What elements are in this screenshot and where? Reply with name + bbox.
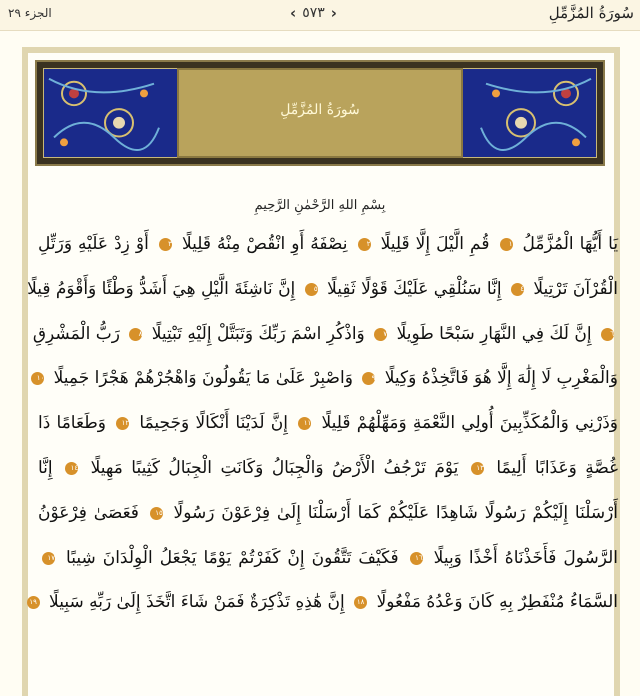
verse-text: إِنَّ هَٰذِهِ تَذْكِرَةٌ فَمَنْ شَاءَ اتَّخَذَ إِلَىٰ رَبِّهِ سَبِيلًا — [49, 592, 345, 613]
verse-text: إِنَّ نَاشِئَةَ الَّيْلِ هِيَ أَشَدُّ وَطْئًا وَأَقْوَمُ قِيلًا — [27, 278, 296, 299]
verse-text: نِصْفَهُ أَوِ انْقُصْ مِنْهُ قَلِيلًا — [181, 234, 348, 254]
verse-text: وَذَرْنِي وَالْمُكَذِّبِينَ أُولِي النَّعْمَةِ وَمَهِّلْهُمْ قَلِيلًا — [321, 413, 618, 434]
verse-line — [29, 580, 618, 625]
ayah-number-marker: ١٥ — [150, 507, 163, 520]
verse-line — [38, 446, 618, 491]
page-navigator — [290, 4, 337, 22]
verse-line — [38, 222, 618, 267]
ayah-number-marker: ١٧ — [42, 552, 55, 565]
verse-text: إِنَّا — [38, 457, 53, 478]
verse-line — [32, 312, 618, 357]
verse-text: يَا أَيُّهَا الْمُزَّمِّلُ — [522, 234, 619, 254]
ayah-number-marker: ١ — [500, 238, 513, 251]
verse-text: السَّمَاءُ مُنْفَطِرٌ بِهِ كَانَ وَعْدُهُ مَفْعُولًا — [376, 592, 618, 613]
ayah-number-marker: ١١ — [298, 417, 311, 430]
verse-text: الرَّسُولَ فَأَخَذْنَاهُ أَخْذًا وَبِيلًا — [433, 547, 619, 568]
verse-text: أَوْ زِدْ عَلَيْهِ وَرَتِّلِ — [38, 234, 149, 254]
ayah-number-marker: ١٠ — [31, 372, 44, 385]
verse-text: إِنَّا سَنُلْقِي عَلَيْكَ قَوْلًا ثَقِيلًا — [327, 278, 502, 299]
ayah-number-marker: ٩ — [362, 372, 375, 385]
verse-text: وَطَعَامًا ذَا — [38, 413, 106, 434]
verse-text: وَاصْبِرْ عَلَىٰ مَا يَقُولُونَ وَاهْجُرْهُمْ هَجْرًا جَمِيلًا — [53, 368, 353, 389]
ayah-number-marker: ٧ — [374, 328, 387, 341]
ayah-number-marker: ١٦ — [410, 552, 423, 565]
verse-text: يَوْمَ تَرْجُفُ الْأَرْضُ وَالْجِبَالُ وَكَانَتِ الْجِبَالُ كَثِيبًا مَهِيلًا — [90, 457, 459, 478]
verse-lines — [27, 222, 619, 625]
verse-text: الْقُرْآنَ تَرْتِيلًا — [533, 278, 618, 299]
surah-banner — [35, 60, 605, 166]
page-number: ٥٧٣ — [302, 5, 325, 21]
ayah-number-marker: ٨ — [129, 328, 142, 341]
verse-line — [38, 536, 618, 581]
ayah-number-marker: ١٩ — [27, 596, 40, 609]
verse-text: فَكَيْفَ تَتَّقُونَ إِنْ كَفَرْتُمْ يَوْمًا يَجْعَلُ الْوِلْدَانَ شِيبًا — [66, 547, 399, 568]
ayah-number-marker: ١٢ — [116, 417, 129, 430]
ayah-number-marker: ٣ — [159, 238, 172, 251]
verse-line — [27, 267, 618, 312]
verse-text: إِنَّ لَدَيْنَا أَنْكَالًا وَجَحِيمًا — [139, 413, 288, 434]
ayah-number-marker: ٢ — [358, 238, 371, 251]
next-page-button[interactable]: › — [330, 4, 337, 22]
verse-text: أَرْسَلْنَا إِلَيْكُمْ رَسُولًا شَاهِدًا عَلَيْكُمْ كَمَا أَرْسَلْنَا إِلَىٰ فِرْعَوْنَ رَسُولًا — [173, 502, 619, 523]
ayah-number-marker: ٦ — [601, 328, 614, 341]
ayah-number-marker: ٤ — [511, 283, 524, 296]
surah-name-header: سُورَةُ المُزَّمِّلِ — [548, 4, 634, 22]
ayah-number-marker: ١٤ — [65, 462, 78, 475]
ayah-number-marker: ١٨ — [354, 596, 367, 609]
verse-text: قُمِ الَّيْلَ إِلَّا قَلِيلًا — [380, 234, 490, 254]
left-ornament-icon — [44, 69, 164, 157]
verse-text: وَالْمَغْرِبِ لَا إِلَٰهَ إِلَّا هُوَ فَاتَّخِذْهُ وَكِيلًا — [384, 368, 618, 389]
verse-text: إِنَّ لَكَ فِي النَّهَارِ سَبْحًا طَوِيلًا — [396, 323, 592, 344]
juz-label: الجزء ٢٩ — [8, 6, 52, 20]
banner-title-panel — [177, 68, 463, 158]
ayah-number-marker: ١٣ — [471, 462, 484, 475]
ayah-number-marker: ٥ — [305, 283, 318, 296]
verse-text: رَبُّ الْمَشْرِقِ — [32, 323, 120, 344]
verse-text: وَاذْكُرِ اسْمَ رَبِّكَ وَتَبَتَّلْ إِلَيْهِ تَبْتِيلًا — [151, 323, 365, 344]
verse-text: فَعَصَىٰ فِرْعَوْنُ — [38, 502, 139, 523]
top-bar — [0, 0, 640, 31]
basmala: بِسْمِ اللهِ الرَّحْمٰنِ الرَّحِيمِ — [254, 198, 386, 213]
prev-page-button[interactable]: ‹ — [290, 4, 297, 22]
verse-line — [38, 401, 618, 446]
verse-line — [38, 356, 618, 401]
surah-title: سُورَةُ المُزَّمِّلِ — [280, 102, 360, 118]
verse-text: غُصَّةٍ وَعَذَابًا أَلِيمًا — [496, 457, 619, 478]
verse-line — [38, 491, 618, 536]
right-ornament-icon — [476, 69, 596, 157]
